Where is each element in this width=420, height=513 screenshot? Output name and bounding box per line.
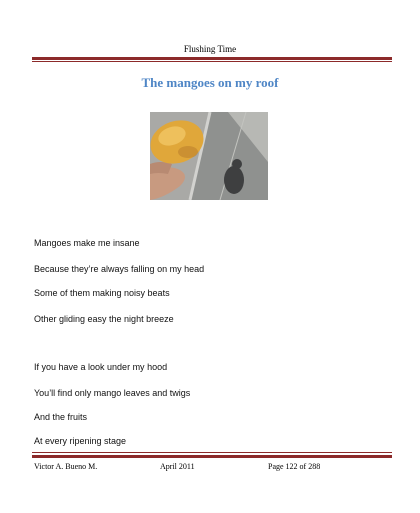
mango-photo xyxy=(150,112,268,200)
poem-line: Mangoes make me insane xyxy=(34,238,140,248)
footer-rule-thick xyxy=(32,455,392,458)
poem-line: Because they’re always falling on my head xyxy=(34,264,205,274)
mango-photo-image xyxy=(150,112,268,200)
poem-line: And the fruits xyxy=(34,412,88,422)
poem-line: If you have a look under my hood xyxy=(34,362,168,372)
poem-line: You’ll find only mango leaves and twigs xyxy=(34,388,191,398)
running-header-title: Flushing Time xyxy=(183,44,237,54)
header-rule-thin xyxy=(32,61,392,62)
header-rule-thick xyxy=(32,57,392,60)
footer-author: Victor A. Bueno M. xyxy=(34,462,98,471)
footer-rule-thin xyxy=(32,452,392,453)
footer-page-number: Page 122 of 288 xyxy=(268,462,321,471)
poem-line: Other gliding easy the night breeze xyxy=(34,314,174,324)
footer-date: April 2011 xyxy=(160,462,195,471)
poem-title: The mangoes on my roof xyxy=(141,75,279,90)
poem-line: At every ripening stage xyxy=(34,436,127,446)
poem-line: Some of them making noisy beats xyxy=(34,288,170,298)
